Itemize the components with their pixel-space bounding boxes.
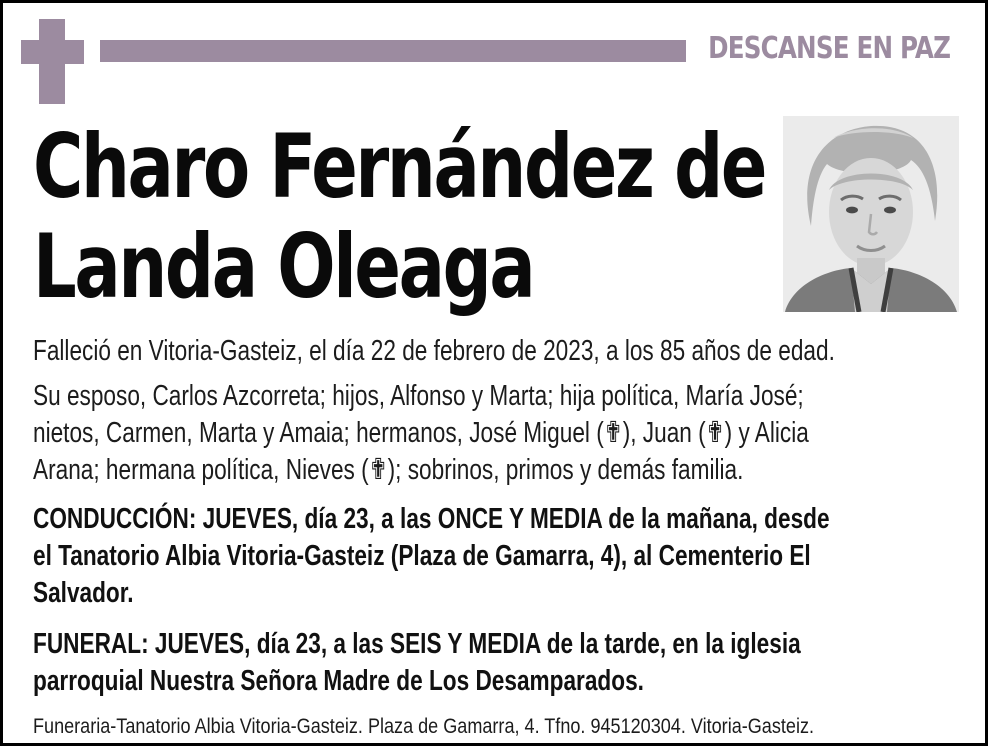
deceased-name-line2: Landa Oleaga bbox=[33, 215, 534, 318]
notice-body bbox=[33, 333, 988, 700]
conduccion-notice bbox=[33, 501, 988, 612]
funeral-notice bbox=[33, 626, 988, 700]
text-line: Falleció en Vitoria-Gasteiz, el día 22 de febrero de 2023, a los 85 años de edad. bbox=[33, 335, 835, 367]
deceased-name-line1: Charo Fernández de bbox=[33, 115, 766, 218]
header-rule bbox=[100, 40, 686, 62]
text-line: el Tanatorio Albia Vitoria-Gasteiz (Plaza de Gamarra, 4), al Cementerio El bbox=[33, 540, 811, 572]
cross-icon-horizontal-bar bbox=[21, 40, 84, 64]
family-list bbox=[33, 378, 988, 489]
text-line: Arana; hermana política, Nieves (✟); sobrinos, primos y demás familia. bbox=[33, 454, 744, 486]
rip-label: DESCANSE EN PAZ bbox=[707, 31, 950, 66]
death-notice bbox=[33, 333, 988, 370]
text-line: Salvador. bbox=[33, 577, 134, 609]
text-line: CONDUCCIÓN: JUEVES, día 23, a las ONCE Y MEDIA de la mañana, desde bbox=[33, 503, 830, 535]
text-line: Su esposo, Carlos Azcorreta; hijos, Alfonso y Marta; hija política, María José; bbox=[33, 380, 804, 412]
text-line: parroquial Nuestra Señora Madre de Los Desamparados. bbox=[33, 665, 644, 697]
text-line: FUNERAL: JUEVES, día 23, a las SEIS Y MEDIA de la tarde, en la iglesia bbox=[33, 628, 801, 660]
deceased-name bbox=[33, 117, 765, 317]
left-eye bbox=[846, 207, 858, 214]
portrait-photo bbox=[783, 116, 959, 312]
cross-icon bbox=[21, 19, 84, 104]
funeral-home-footer: Funeraria-Tanatorio Albia Vitoria-Gasteiz. Plaza de Gamarra, 4. Tfno. 945120304. Vitoria-Gasteiz. bbox=[33, 714, 815, 738]
right-eye bbox=[884, 207, 896, 214]
text-line: nietos, Carmen, Marta y Amaia; hermanos, José Miguel (✟), Juan (✟) y Alicia bbox=[33, 417, 809, 449]
